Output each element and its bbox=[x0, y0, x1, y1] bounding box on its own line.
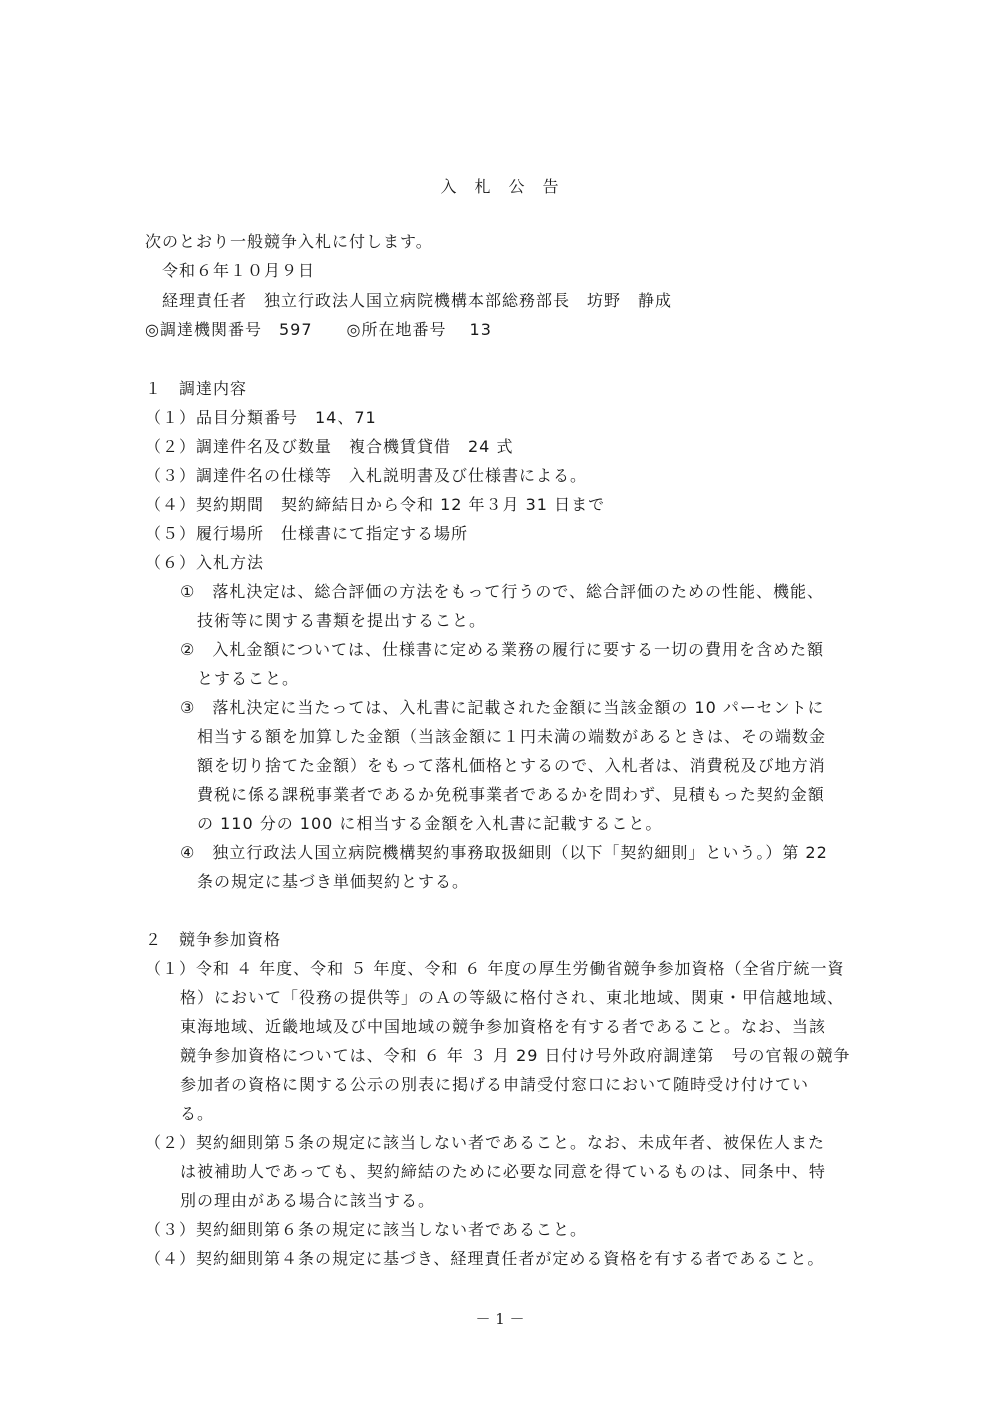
agency-codes: ◎調達機関番号 597 ◎所在地番号 13 bbox=[145, 320, 492, 339]
section2-line: る。 bbox=[180, 1104, 215, 1123]
official-name: 経理責任者 独立行政法人国立病院機構本部総務部長 坊野 静成 bbox=[162, 291, 673, 310]
method-line: とすること。 bbox=[197, 669, 300, 688]
page-title: 入 札 公 告 bbox=[440, 177, 560, 196]
method-line: 技術等に関する書類を提出すること。 bbox=[197, 611, 487, 630]
section2-line: 別の理由がある場合に該当する。 bbox=[180, 1191, 436, 1210]
section1-heading: １ 調達内容 bbox=[145, 379, 248, 398]
method-line: ② 入札金額については、仕様書に定める業務の履行に要する一切の費用を含めた額 bbox=[180, 640, 825, 659]
section1-item: （６）入札方法 bbox=[145, 553, 265, 572]
section2-line: 格）において「役務の提供等」のＡの等級に格付され、東北地域、関東・甲信越地域、 bbox=[180, 988, 844, 1007]
section2-line: （３）契約細則第６条の規定に該当しない者であること。 bbox=[145, 1220, 588, 1239]
section1-item: （４）契約期間 契約締結日から令和 12 年３月 31 日まで bbox=[145, 495, 606, 514]
section2-line: 競争参加資格については、令和 ６ 年 ３ 月 29 日付け号外政府調達第 号の官報の競争 bbox=[180, 1046, 851, 1065]
section2-line: （４）契約細則第４条の規定に基づき、経理責任者が定める資格を有する者であること。 bbox=[145, 1249, 825, 1268]
section1-item: （１）品目分類番号 14、71 bbox=[145, 408, 377, 427]
method-line: 費税に係る課税事業者であるか免税事業者であるかを問わず、見積もった契約金額 bbox=[197, 785, 825, 804]
section1-item: （２）調達件名及び数量 複合機賃貸借 24 式 bbox=[145, 437, 514, 456]
method-line: の 110 分の 100 に相当する金額を入札書に記載すること。 bbox=[197, 814, 663, 833]
section2-line: は被補助人であっても、契約締結のために必要な同意を得ているものは、同条中、特 bbox=[180, 1162, 826, 1181]
section1-item: （３）調達件名の仕様等 入札説明書及び仕様書による。 bbox=[145, 466, 588, 485]
method-line: ① 落札決定は、総合評価の方法をもって行うので、総合評価のための性能、機能、 bbox=[180, 582, 825, 601]
method-line: 額を切り捨てた金額）をもって落札価格とするので、入札者は、消費税及び地方消 bbox=[197, 756, 826, 775]
method-line: ③ 落札決定に当たっては、入札書に記載された金額に当該金額の 10 パーセントに bbox=[180, 698, 825, 717]
section2-line: 東海地域、近畿地域及び中国地域の競争参加資格を有する者であること。なお、当該 bbox=[180, 1017, 827, 1036]
page-number: － 1 － bbox=[475, 1310, 525, 1328]
section2-heading: ２ 競争参加資格 bbox=[145, 930, 282, 949]
method-line: 条の規定に基づき単価契約とする。 bbox=[197, 872, 470, 891]
method-line: 相当する額を加算した金額（当該金額に１円未満の端数があるときは、その端数金 bbox=[197, 727, 827, 746]
section2-line: （１）令和 ４ 年度、令和 ５ 年度、令和 ６ 年度の厚生労働省競争参加資格（全省庁統一資 bbox=[145, 959, 845, 978]
section2-line: 参加者の資格に関する公示の別表に掲げる申請受付窓口において随時受け付けてい bbox=[180, 1075, 810, 1094]
notice-date: 令和６年１０月９日 bbox=[162, 261, 316, 280]
method-line: ④ 独立行政法人国立病院機構契約事務取扱細則（以下「契約細則」という。）第 22 bbox=[180, 843, 828, 862]
intro-text: 次のとおり一般競争入札に付します。 bbox=[145, 232, 433, 251]
section2-line: （２）契約細則第５条の規定に該当しない者であること。なお、未成年者、被保佐人また bbox=[145, 1133, 826, 1152]
section1-item: （５）履行場所 仕様書にて指定する場所 bbox=[145, 524, 469, 543]
